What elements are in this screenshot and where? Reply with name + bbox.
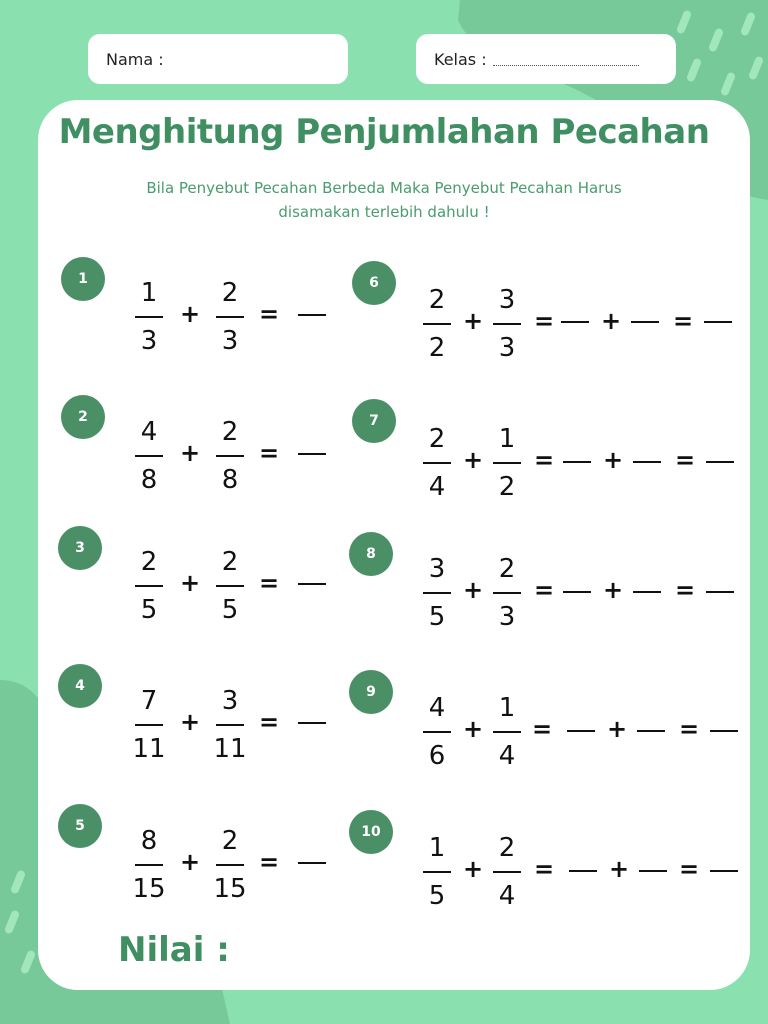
equals-sign: = [532, 715, 553, 743]
answer-blank-result[interactable] [710, 870, 738, 872]
fraction-b [485, 554, 529, 632]
question-number-badge: 1 [61, 257, 105, 301]
fraction-b [208, 278, 252, 356]
equals-sign: = [675, 576, 696, 604]
numerator: 4 [140, 417, 158, 447]
equals-sign: = [259, 848, 280, 876]
denominator: 8 [221, 465, 239, 495]
numerator: 2 [428, 285, 446, 315]
answer-blank-step[interactable] [569, 870, 597, 872]
fraction-bar [423, 592, 451, 594]
numerator: 2 [221, 278, 239, 308]
equals-sign: = [679, 715, 700, 743]
fraction-bar [135, 864, 163, 866]
name-field[interactable] [88, 34, 348, 84]
numerator: 7 [140, 686, 158, 716]
answer-blank-result[interactable] [704, 321, 732, 323]
fraction-bar [135, 724, 163, 726]
equals-sign: = [259, 300, 280, 328]
denominator: 3 [498, 602, 516, 632]
numerator: 2 [221, 417, 239, 447]
answer-blank-step[interactable] [631, 321, 659, 323]
equals-sign: = [534, 855, 555, 883]
plus-sign: + [463, 855, 484, 883]
denominator: 4 [498, 741, 516, 771]
answer-blank-step[interactable] [633, 591, 661, 593]
fraction-bar [493, 871, 521, 873]
question-number-badge: 9 [349, 670, 393, 714]
equals-sign: = [534, 307, 555, 335]
numerator: 1 [498, 693, 516, 723]
answer-blank-step[interactable] [563, 461, 591, 463]
denominator: 8 [140, 465, 158, 495]
numerator: 1 [140, 278, 158, 308]
numerator: 2 [140, 547, 158, 577]
equals-sign: = [673, 307, 694, 335]
fraction-a [415, 554, 459, 632]
fraction-bar [216, 455, 244, 457]
denominator: 5 [428, 881, 446, 911]
equals-sign: = [534, 576, 555, 604]
numerator: 3 [221, 686, 239, 716]
fraction-bar [216, 724, 244, 726]
answer-blank[interactable] [298, 453, 326, 455]
fraction-bar [493, 731, 521, 733]
page-title: Menghitung Penjumlahan Pecahan [58, 112, 710, 152]
equals-sign: = [259, 708, 280, 736]
fraction-a [415, 693, 459, 771]
answer-blank[interactable] [298, 314, 326, 316]
numerator: 8 [140, 826, 158, 856]
fraction-b [485, 424, 529, 502]
numerator: 2 [498, 833, 516, 863]
answer-blank[interactable] [298, 722, 326, 724]
fraction-bar [135, 455, 163, 457]
plus-sign: + [603, 576, 624, 604]
answer-blank-result[interactable] [706, 591, 734, 593]
question-number-badge: 2 [61, 395, 105, 439]
answer-blank-step[interactable] [567, 730, 595, 732]
question-number-badge: 4 [58, 664, 102, 708]
plus-sign: + [463, 576, 484, 604]
numerator: 2 [428, 424, 446, 454]
score-label: Nilai : [118, 930, 230, 970]
fraction-b [485, 693, 529, 771]
fraction-a [415, 285, 459, 363]
denominator: 5 [428, 602, 446, 632]
fraction-a [415, 424, 459, 502]
fraction-a [127, 278, 171, 356]
fraction-b [485, 285, 529, 363]
numerator: 3 [428, 554, 446, 584]
equals-sign: = [259, 569, 280, 597]
class-label: Kelas : [434, 49, 487, 69]
answer-blank-step[interactable] [639, 870, 667, 872]
question-number-badge: 6 [352, 261, 396, 305]
class-blank-line [493, 53, 639, 66]
answer-blank-result[interactable] [710, 730, 738, 732]
answer-blank-numerator-step[interactable] [561, 321, 589, 323]
equals-sign: = [675, 446, 696, 474]
equals-sign: = [679, 855, 700, 883]
answer-blank[interactable] [298, 862, 326, 864]
denominator: 11 [132, 734, 166, 764]
answer-blank-step[interactable] [563, 591, 591, 593]
numerator: 2 [498, 554, 516, 584]
equals-sign: = [259, 439, 280, 467]
plus-sign: + [180, 848, 201, 876]
answer-blank-result[interactable] [706, 461, 734, 463]
plus-sign: + [609, 855, 630, 883]
question-number-badge: 8 [349, 532, 393, 576]
fraction-bar [493, 323, 521, 325]
answer-blank-step[interactable] [633, 461, 661, 463]
numerator: 4 [428, 693, 446, 723]
fraction-b [208, 686, 252, 764]
fraction-b [208, 417, 252, 495]
numerator: 1 [428, 833, 446, 863]
denominator: 5 [140, 595, 158, 625]
fraction-bar [493, 462, 521, 464]
fraction-b [208, 826, 252, 904]
fraction-b [485, 833, 529, 911]
question-number-badge: 10 [349, 810, 393, 854]
plus-sign: + [607, 715, 628, 743]
answer-blank[interactable] [298, 583, 326, 585]
numerator: 1 [498, 424, 516, 454]
instructions-line-2: disamakan terlebih dahulu ! [278, 203, 490, 221]
denominator: 4 [498, 881, 516, 911]
answer-blank-step[interactable] [637, 730, 665, 732]
plus-sign: + [603, 446, 624, 474]
numerator: 2 [221, 826, 239, 856]
fraction-bar [423, 323, 451, 325]
question-number-badge: 7 [352, 399, 396, 443]
plus-sign: + [180, 569, 201, 597]
plus-sign: + [463, 446, 484, 474]
fraction-bar [423, 731, 451, 733]
name-label: Nama : [106, 49, 164, 69]
denominator: 3 [498, 333, 516, 363]
denominator: 6 [428, 741, 446, 771]
question-number-badge: 3 [58, 526, 102, 570]
fraction-a [127, 686, 171, 764]
fraction-a [127, 547, 171, 625]
fraction-bar [423, 871, 451, 873]
fraction-a [127, 417, 171, 495]
fraction-bar [135, 585, 163, 587]
fraction-bar [135, 316, 163, 318]
plus-sign: + [463, 307, 484, 335]
plus-sign: + [463, 715, 484, 743]
denominator: 15 [132, 874, 166, 904]
fraction-b [208, 547, 252, 625]
denominator: 2 [498, 472, 516, 502]
denominator: 11 [213, 734, 247, 764]
denominator: 5 [221, 595, 239, 625]
plus-sign: + [180, 439, 201, 467]
instructions-line-1: Bila Penyebut Pecahan Berbeda Maka Penyebut Pecahan Harus [146, 179, 622, 197]
denominator: 3 [221, 326, 239, 356]
fraction-bar [493, 592, 521, 594]
denominator: 3 [140, 326, 158, 356]
fraction-bar [216, 316, 244, 318]
numerator: 2 [221, 547, 239, 577]
fraction-a [127, 826, 171, 904]
instructions [0, 176, 768, 224]
numerator: 3 [498, 285, 516, 315]
equals-sign: = [534, 446, 555, 474]
denominator: 15 [213, 874, 247, 904]
plus-sign: + [601, 307, 622, 335]
denominator: 2 [428, 333, 446, 363]
denominator: 4 [428, 472, 446, 502]
fraction-bar [216, 585, 244, 587]
plus-sign: + [180, 708, 201, 736]
fraction-bar [423, 462, 451, 464]
class-field[interactable] [416, 34, 676, 84]
fraction-bar [216, 864, 244, 866]
question-number-badge: 5 [58, 804, 102, 848]
plus-sign: + [180, 300, 201, 328]
fraction-a [415, 833, 459, 911]
